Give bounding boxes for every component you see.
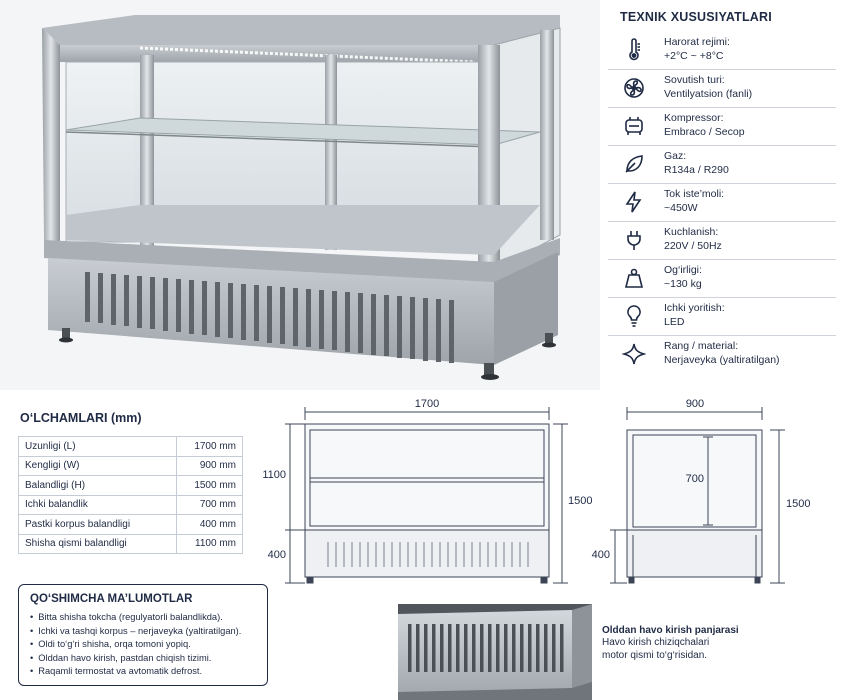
technical-specs-panel bbox=[608, 0, 841, 390]
dimension-label: Balandligi (H) bbox=[19, 476, 177, 496]
table-row bbox=[19, 476, 243, 496]
spec-value: +2°C ~ +8°C bbox=[664, 50, 724, 62]
sparkle-icon bbox=[622, 342, 646, 366]
table-row bbox=[19, 534, 243, 554]
spec-label: Rang / material: bbox=[664, 340, 739, 352]
front-total-height-label: 1500 bbox=[568, 495, 593, 507]
list-item: • Bitta shisha tokcha (regulyatorli balandlikda). bbox=[30, 611, 241, 625]
spec-row-power bbox=[608, 184, 836, 222]
dimension-label: Ichki balandlik bbox=[19, 495, 177, 515]
spec-value: Ventilyatsion (fanli) bbox=[664, 88, 753, 100]
spec-label: Og‘irligi: bbox=[664, 264, 702, 276]
spec-row-gas bbox=[608, 146, 836, 184]
dimension-label: Pastki korpus balandligi bbox=[19, 515, 177, 535]
dimension-value: 1100 mm bbox=[177, 534, 243, 554]
side-total-height-label: 1500 bbox=[786, 498, 811, 510]
technical-drawings bbox=[260, 392, 841, 592]
table-row bbox=[19, 515, 243, 535]
vent-caption-line: Havo kirish chiziqchalari bbox=[602, 637, 710, 648]
table-row bbox=[19, 495, 243, 515]
vent-caption-line: motor qismi to‘g‘risidan. bbox=[602, 650, 708, 661]
dimension-value: 400 mm bbox=[177, 515, 243, 535]
vent-caption-title: Olddan havo kirish panjarasi bbox=[602, 625, 739, 636]
list-item: • Oldi to‘g‘ri shisha, orqa tomoni yopiq. bbox=[30, 638, 241, 652]
spec-label: Ichki yoritish: bbox=[664, 302, 725, 314]
side-view-drawing bbox=[610, 407, 785, 583]
thermometer-icon bbox=[622, 38, 646, 62]
extra-info-list bbox=[30, 611, 241, 679]
vent-detail-photo bbox=[398, 604, 592, 700]
spec-row-voltage bbox=[608, 222, 836, 260]
dimension-label: Uzunligi (L) bbox=[19, 437, 177, 457]
front-width-label: 1700 bbox=[414, 398, 440, 410]
spec-row-material bbox=[608, 336, 836, 374]
vent-caption bbox=[602, 625, 837, 662]
spec-value: Nerjaveyka (yaltiratilgan) bbox=[664, 354, 780, 366]
spec-value: LED bbox=[664, 316, 685, 328]
lightning-icon bbox=[622, 190, 646, 214]
dimension-value: 700 mm bbox=[177, 495, 243, 515]
spec-label: Harorat rejimi: bbox=[664, 36, 730, 48]
spec-row-compressor bbox=[608, 108, 836, 146]
list-item: • Olddan havo kirish, pastdan chiqish tizimi. bbox=[30, 652, 241, 666]
dimensions-title: O‘LCHAMLARI (mm) bbox=[20, 411, 142, 425]
front-view-drawing bbox=[285, 407, 568, 583]
plug-icon bbox=[622, 228, 646, 252]
spec-label: Kuchlanish: bbox=[664, 226, 719, 238]
spec-label: Tok iste’moli: bbox=[664, 188, 725, 200]
spec-label: Sovutish turi: bbox=[664, 74, 725, 86]
table-row bbox=[19, 456, 243, 476]
spec-row-weight bbox=[608, 260, 836, 298]
spec-value: ~130 kg bbox=[664, 278, 702, 290]
table-row bbox=[19, 437, 243, 457]
side-base-height-label: 400 bbox=[591, 549, 610, 561]
dimension-value: 1700 mm bbox=[177, 437, 243, 457]
extra-info-title: QO‘SHIMCHA MA’LUMOTLAR bbox=[30, 593, 193, 605]
compressor-icon bbox=[622, 114, 646, 138]
front-base-height-label: 400 bbox=[267, 549, 286, 561]
list-item: • Ichki va tashqi korpus – nerjaveyka (yaltiratilgan). bbox=[30, 625, 241, 639]
spec-value: ~450W bbox=[664, 202, 698, 214]
spec-row-cooling bbox=[608, 70, 836, 108]
fan-icon bbox=[622, 76, 646, 100]
spec-row-lighting bbox=[608, 298, 836, 336]
spec-value: Embraco / Secop bbox=[664, 126, 745, 138]
dimension-value: 1500 mm bbox=[177, 476, 243, 496]
side-width-label: 900 bbox=[685, 398, 705, 410]
weight-icon bbox=[622, 266, 646, 290]
spec-value: 220V / 50Hz bbox=[664, 240, 722, 252]
dimension-label: Shisha qismi balandligi bbox=[19, 534, 177, 554]
spec-label: Gaz: bbox=[664, 150, 687, 162]
dimension-value: 900 mm bbox=[177, 456, 243, 476]
spec-row-temperature bbox=[608, 32, 836, 70]
extra-info-box bbox=[18, 584, 268, 686]
bulb-icon bbox=[622, 304, 646, 328]
spec-value: R134a / R290 bbox=[664, 164, 729, 176]
spec-label: Kompressor: bbox=[664, 112, 724, 124]
specs-title: TEXNIK XUSUSIYATLARI bbox=[620, 10, 772, 24]
list-item: • Raqamli termostat va avtomatik defrost. bbox=[30, 665, 241, 679]
dimension-label: Kengligi (W) bbox=[19, 456, 177, 476]
product-photo bbox=[0, 0, 600, 390]
front-glass-height-label: 1100 bbox=[262, 469, 286, 481]
leaf-icon bbox=[622, 152, 646, 176]
dimensions-table bbox=[18, 436, 243, 554]
side-inner-height-label: 700 bbox=[685, 473, 704, 485]
